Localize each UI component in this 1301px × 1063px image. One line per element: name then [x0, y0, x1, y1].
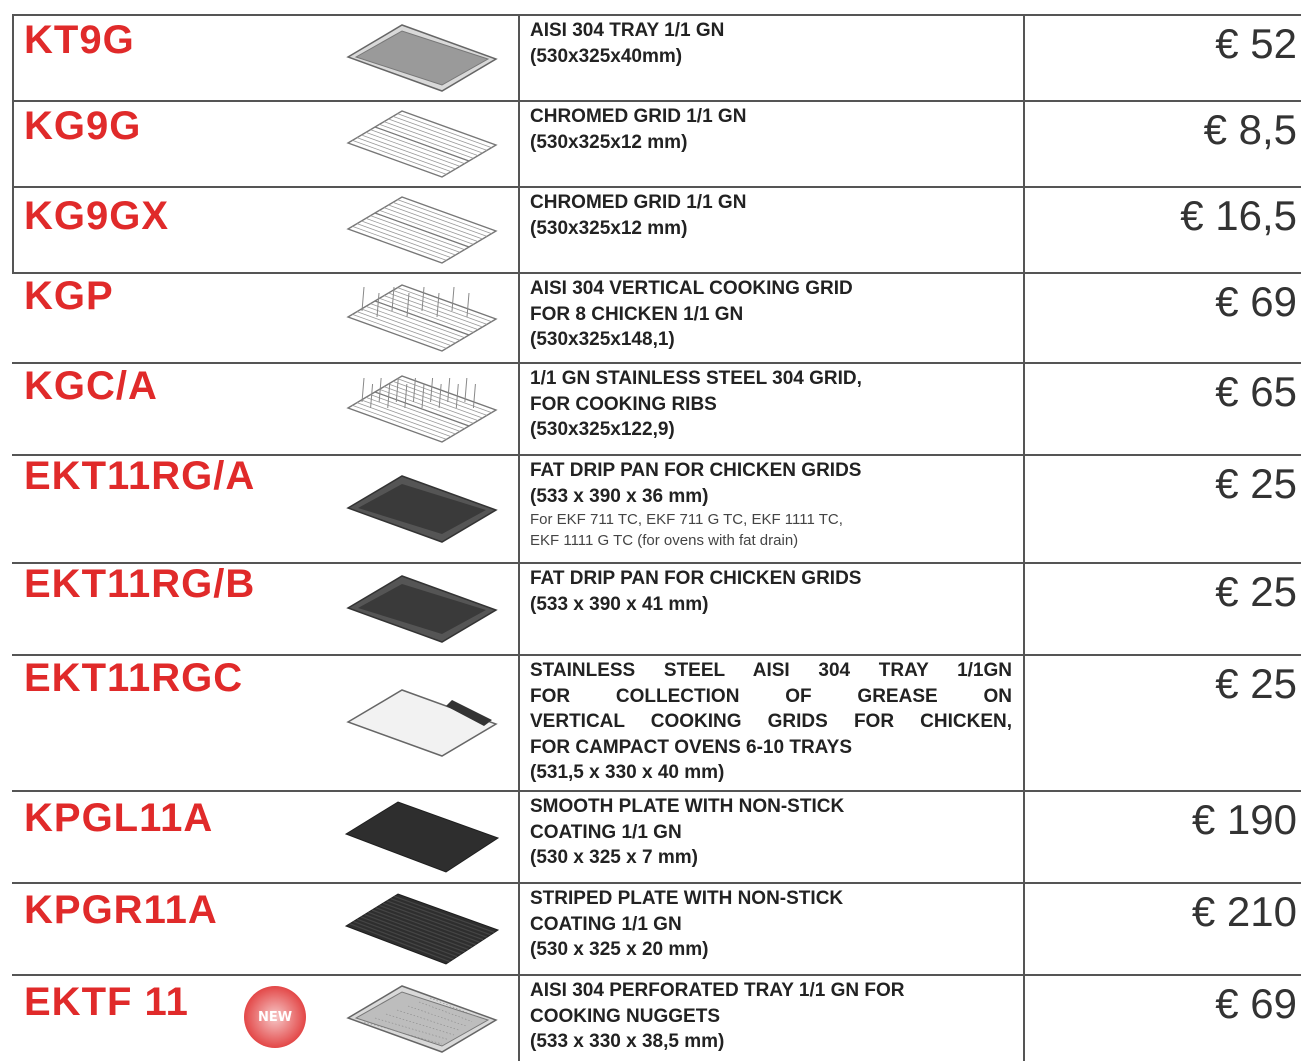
description-line: (530x325x40mm)	[530, 45, 683, 67]
table-row	[12, 562, 1301, 654]
table-row	[12, 362, 1301, 454]
smooth-plate-icon	[342, 796, 502, 876]
table-row	[12, 974, 1301, 1061]
product-price: € 69	[1023, 974, 1301, 1061]
description-line: FOR COOKING RIBS	[530, 393, 717, 415]
table-row	[12, 454, 1301, 562]
product-code: EKT11RGC	[24, 656, 244, 700]
product-price: € 25	[1023, 654, 1301, 790]
description-line: (530x325x12 mm)	[530, 217, 688, 239]
table-row	[12, 272, 1301, 362]
description-line: STAINLESS STEEL AISI 304 TRAY 1/1GN	[530, 660, 1012, 681]
description-line: 1/1 GN STAINLESS STEEL 304 GRID,	[530, 368, 862, 389]
description-line: STRIPED PLATE WITH NON-STICK	[530, 888, 844, 909]
product-description	[518, 562, 1022, 654]
table-row	[12, 14, 1301, 100]
product-description	[518, 186, 1022, 272]
description-line: FOR CAMPACT OVENS 6-10 TRAYS	[530, 736, 852, 758]
product-price: € 16,5	[1023, 186, 1301, 272]
description-line: (530 x 325 x 20 mm)	[530, 939, 709, 960]
product-price: € 210	[1023, 882, 1301, 974]
gastronorm-tray-icon	[342, 17, 502, 97]
description-line: FOR 8 CHICKEN 1/1 GN	[530, 303, 744, 325]
product-price: € 69	[1023, 272, 1301, 362]
accessory-price-table	[12, 14, 1301, 1061]
row-left-border	[12, 186, 14, 272]
row-left-border	[12, 100, 14, 186]
description-line: AISI 304 TRAY 1/1 GN	[530, 20, 725, 41]
product-price: € 25	[1023, 562, 1301, 654]
chicken-vertical-grid-icon	[342, 277, 502, 357]
new-badge-label: NEW	[257, 1009, 293, 1025]
product-code: KT9G	[24, 18, 135, 62]
table-row	[12, 654, 1301, 790]
description-line: FAT DRIP PAN FOR CHICKEN GRIDS	[530, 568, 862, 589]
product-description	[518, 654, 1022, 790]
row-left-border	[12, 14, 14, 100]
product-code: EKT11RG/B	[24, 562, 256, 606]
compatibility-note: EKF 1111 G TC (for ovens with fat drain)	[530, 532, 799, 549]
product-price: € 190	[1023, 790, 1301, 882]
product-description	[518, 14, 1022, 100]
fat-drip-pan-icon	[342, 568, 502, 648]
product-code: EKT11RG/A	[24, 454, 256, 498]
grease-collection-tray-icon	[342, 682, 502, 762]
description-line: CHROMED GRID 1/1 GN	[530, 106, 747, 127]
fat-drip-pan-icon	[342, 468, 502, 548]
description-line: SMOOTH PLATE WITH NON-STICK	[530, 796, 845, 817]
description-line: VERTICAL COOKING GRIDS FOR CHICKEN,	[530, 711, 1012, 732]
description-line: COOKING NUGGETS	[530, 1005, 721, 1027]
description-line: COATING 1/1 GN	[530, 913, 682, 935]
perforated-tray-icon	[342, 978, 502, 1058]
description-line: (530x325x148,1)	[530, 329, 675, 350]
product-description	[518, 974, 1022, 1061]
rib-cooking-grid-icon	[342, 368, 502, 448]
table-row	[12, 100, 1301, 186]
description-line: FAT DRIP PAN FOR CHICKEN GRIDS	[530, 460, 862, 481]
product-price: € 65	[1023, 362, 1301, 454]
product-code: KGP	[24, 274, 114, 318]
striped-plate-icon	[342, 888, 502, 968]
description-line: (530 x 325 x 7 mm)	[530, 847, 698, 868]
description-line: (530x325x12 mm)	[530, 131, 688, 153]
product-code: KPGR11A	[24, 888, 218, 932]
product-code: KPGL11A	[24, 796, 214, 840]
compatibility-note: For EKF 711 TC, EKF 711 G TC, EKF 1111 TC,	[530, 511, 843, 528]
description-line: AISI 304 VERTICAL COOKING GRID	[530, 278, 853, 299]
description-line: AISI 304 PERFORATED TRAY 1/1 GN FOR	[530, 980, 905, 1001]
product-description	[518, 882, 1022, 974]
product-code: KGC/A	[24, 364, 158, 408]
product-code: KG9G	[24, 104, 142, 148]
product-code: KG9GX	[24, 194, 170, 238]
table-row	[12, 186, 1301, 272]
product-description	[518, 454, 1022, 562]
description-line: (530x325x122,9)	[530, 419, 675, 440]
description-line: FOR COLLECTION OF GREASE ON	[530, 685, 1012, 707]
product-description	[518, 272, 1022, 362]
product-description	[518, 790, 1022, 882]
table-row	[12, 790, 1301, 882]
product-price: € 52	[1023, 14, 1301, 100]
chromed-grid-icon	[342, 189, 502, 269]
description-line: (533 x 330 x 38,5 mm)	[530, 1031, 725, 1052]
table-row	[12, 882, 1301, 974]
new-badge-icon	[244, 986, 306, 1048]
product-description	[518, 362, 1022, 454]
description-line: (533 x 390 x 36 mm)	[530, 485, 709, 507]
description-line: COATING 1/1 GN	[530, 821, 682, 843]
product-price: € 8,5	[1023, 100, 1301, 186]
description-line: CHROMED GRID 1/1 GN	[530, 192, 747, 213]
description-line: (533 x 390 x 41 mm)	[530, 593, 709, 615]
product-price: € 25	[1023, 454, 1301, 562]
description-line: (531,5 x 330 x 40 mm)	[530, 762, 725, 783]
chromed-grid-icon	[342, 103, 502, 183]
product-code: EKTF 11	[24, 980, 189, 1024]
product-description	[518, 100, 1022, 186]
